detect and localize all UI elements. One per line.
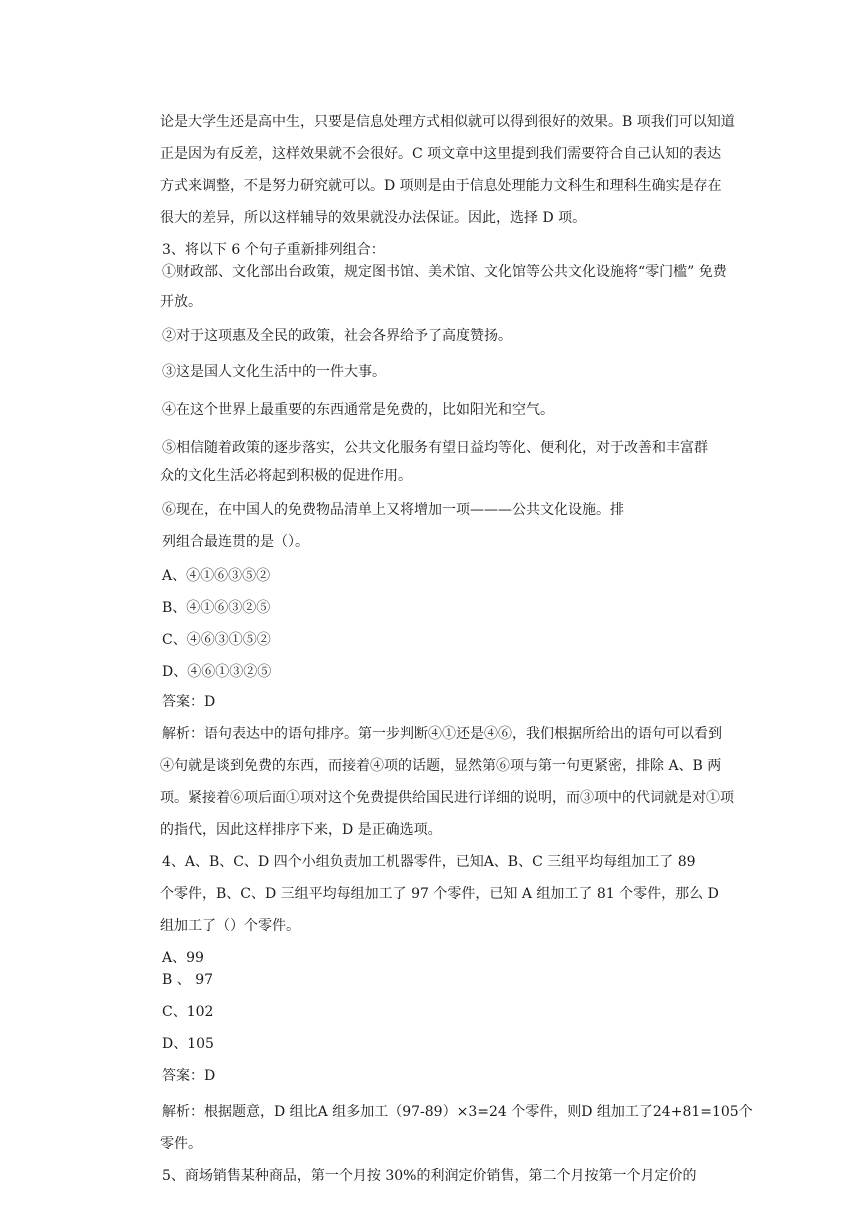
text-line: 众的文化生活必将起到积极的促进作用。 [160,468,412,484]
option-d: D、105 [162,1036,214,1052]
question-3-heading: 3、将以下 6 个句子重新排列组合： [162,242,385,258]
text-line: 组加工了（）个零件。 [160,918,300,934]
answer-line: 答案：D [162,694,216,710]
analysis-line: 解析：根据题意，D 组比A 组多加工（97-89）×3=24 个零件，则D 组加工了24+81=105个 [162,1104,753,1120]
option-c: C、102 [162,1004,214,1020]
text-line: 项。紧接着⑥项后面①项对这个免费提供给国民进行详细的说明，而③项中的代词就是对①项 [160,790,734,806]
text-line: 开放。 [160,294,202,310]
text-line: 个零件，B、C、D 三组平均每组加工了 97 个零件，已知 A 组加工了 81 个零件，那么 D [160,886,719,902]
option-d: D、④⑥①③②⑤ [162,664,272,680]
option-c: C、④⑥③①⑤② [162,632,271,648]
question-4-heading: 4、A、B、C、D 四个小组负责加工机器零件，已知A、B、C 三组平均每组加工了 89 [162,854,696,870]
sentence-2: ②对于这项惠及全民的政策，社会各界给予了高度赞扬。 [162,328,512,344]
text-line: 论是大学生还是高中生，只要是信息处理方式相似就可以得到很好的效果。B 项我们可以知道 [160,114,735,130]
option-a: A、④①⑥③⑤② [162,568,271,584]
analysis-line: 解析：语句表达中的语句排序。第一步判断④①还是④⑥，我们根据所给出的语句可以看到 [162,726,722,742]
sentence-4: ④在这个世界上最重要的东西通常是免费的，比如阳光和空气。 [162,402,554,418]
question-prompt: 列组合最连贯的是（）。 [162,534,309,550]
option-a: A、99 [162,950,204,966]
text-line: 的指代，因此这样排序下来，D 是正确选项。 [160,822,442,838]
sentence-1: ①财政部、文化部出台政策，规定图书馆、美术馆、文化馆等公共文化设施将“零门槛” 免费 [162,264,727,280]
text-line: ④句就是谈到免费的东西，而接着④项的话题，显然第⑥项与第一句更紧密，排除 A、B 两 [160,758,722,774]
text-line: 很大的差异，所以这样辅导的效果就没办法保证。因此，选择 D 项。 [160,210,587,226]
sentence-3: ③这是国人文化生活中的一件大事。 [162,364,386,380]
sentence-6: ⑥现在，在中国人的免费物品清单上又将增加一项———公共文化设施。排 [162,502,624,518]
text-line: 正是因为有反差，这样效果就不会很好。C 项文章中这里提到我们需要符合自己认知的表达 [160,146,722,162]
text-line: 方式来调整，不是努力研究就可以。D 项则是由于信息处理能力文科生和理科生确实是存在 [160,178,722,194]
text-line: 零件。 [160,1136,202,1152]
option-b: B、④①⑥③②⑤ [162,600,271,616]
sentence-5: ⑤相信随着政策的逐步落实，公共文化服务有望日益均等化、便利化，对于改善和丰富群 [162,440,708,456]
question-5-heading: 5、商场销售某种商品，第一个月按 30%的利润定价销售，第二个月按第一个月定价的 [162,1168,697,1184]
option-b: B 、 97 [162,972,214,988]
answer-line: 答案：D [162,1068,216,1084]
